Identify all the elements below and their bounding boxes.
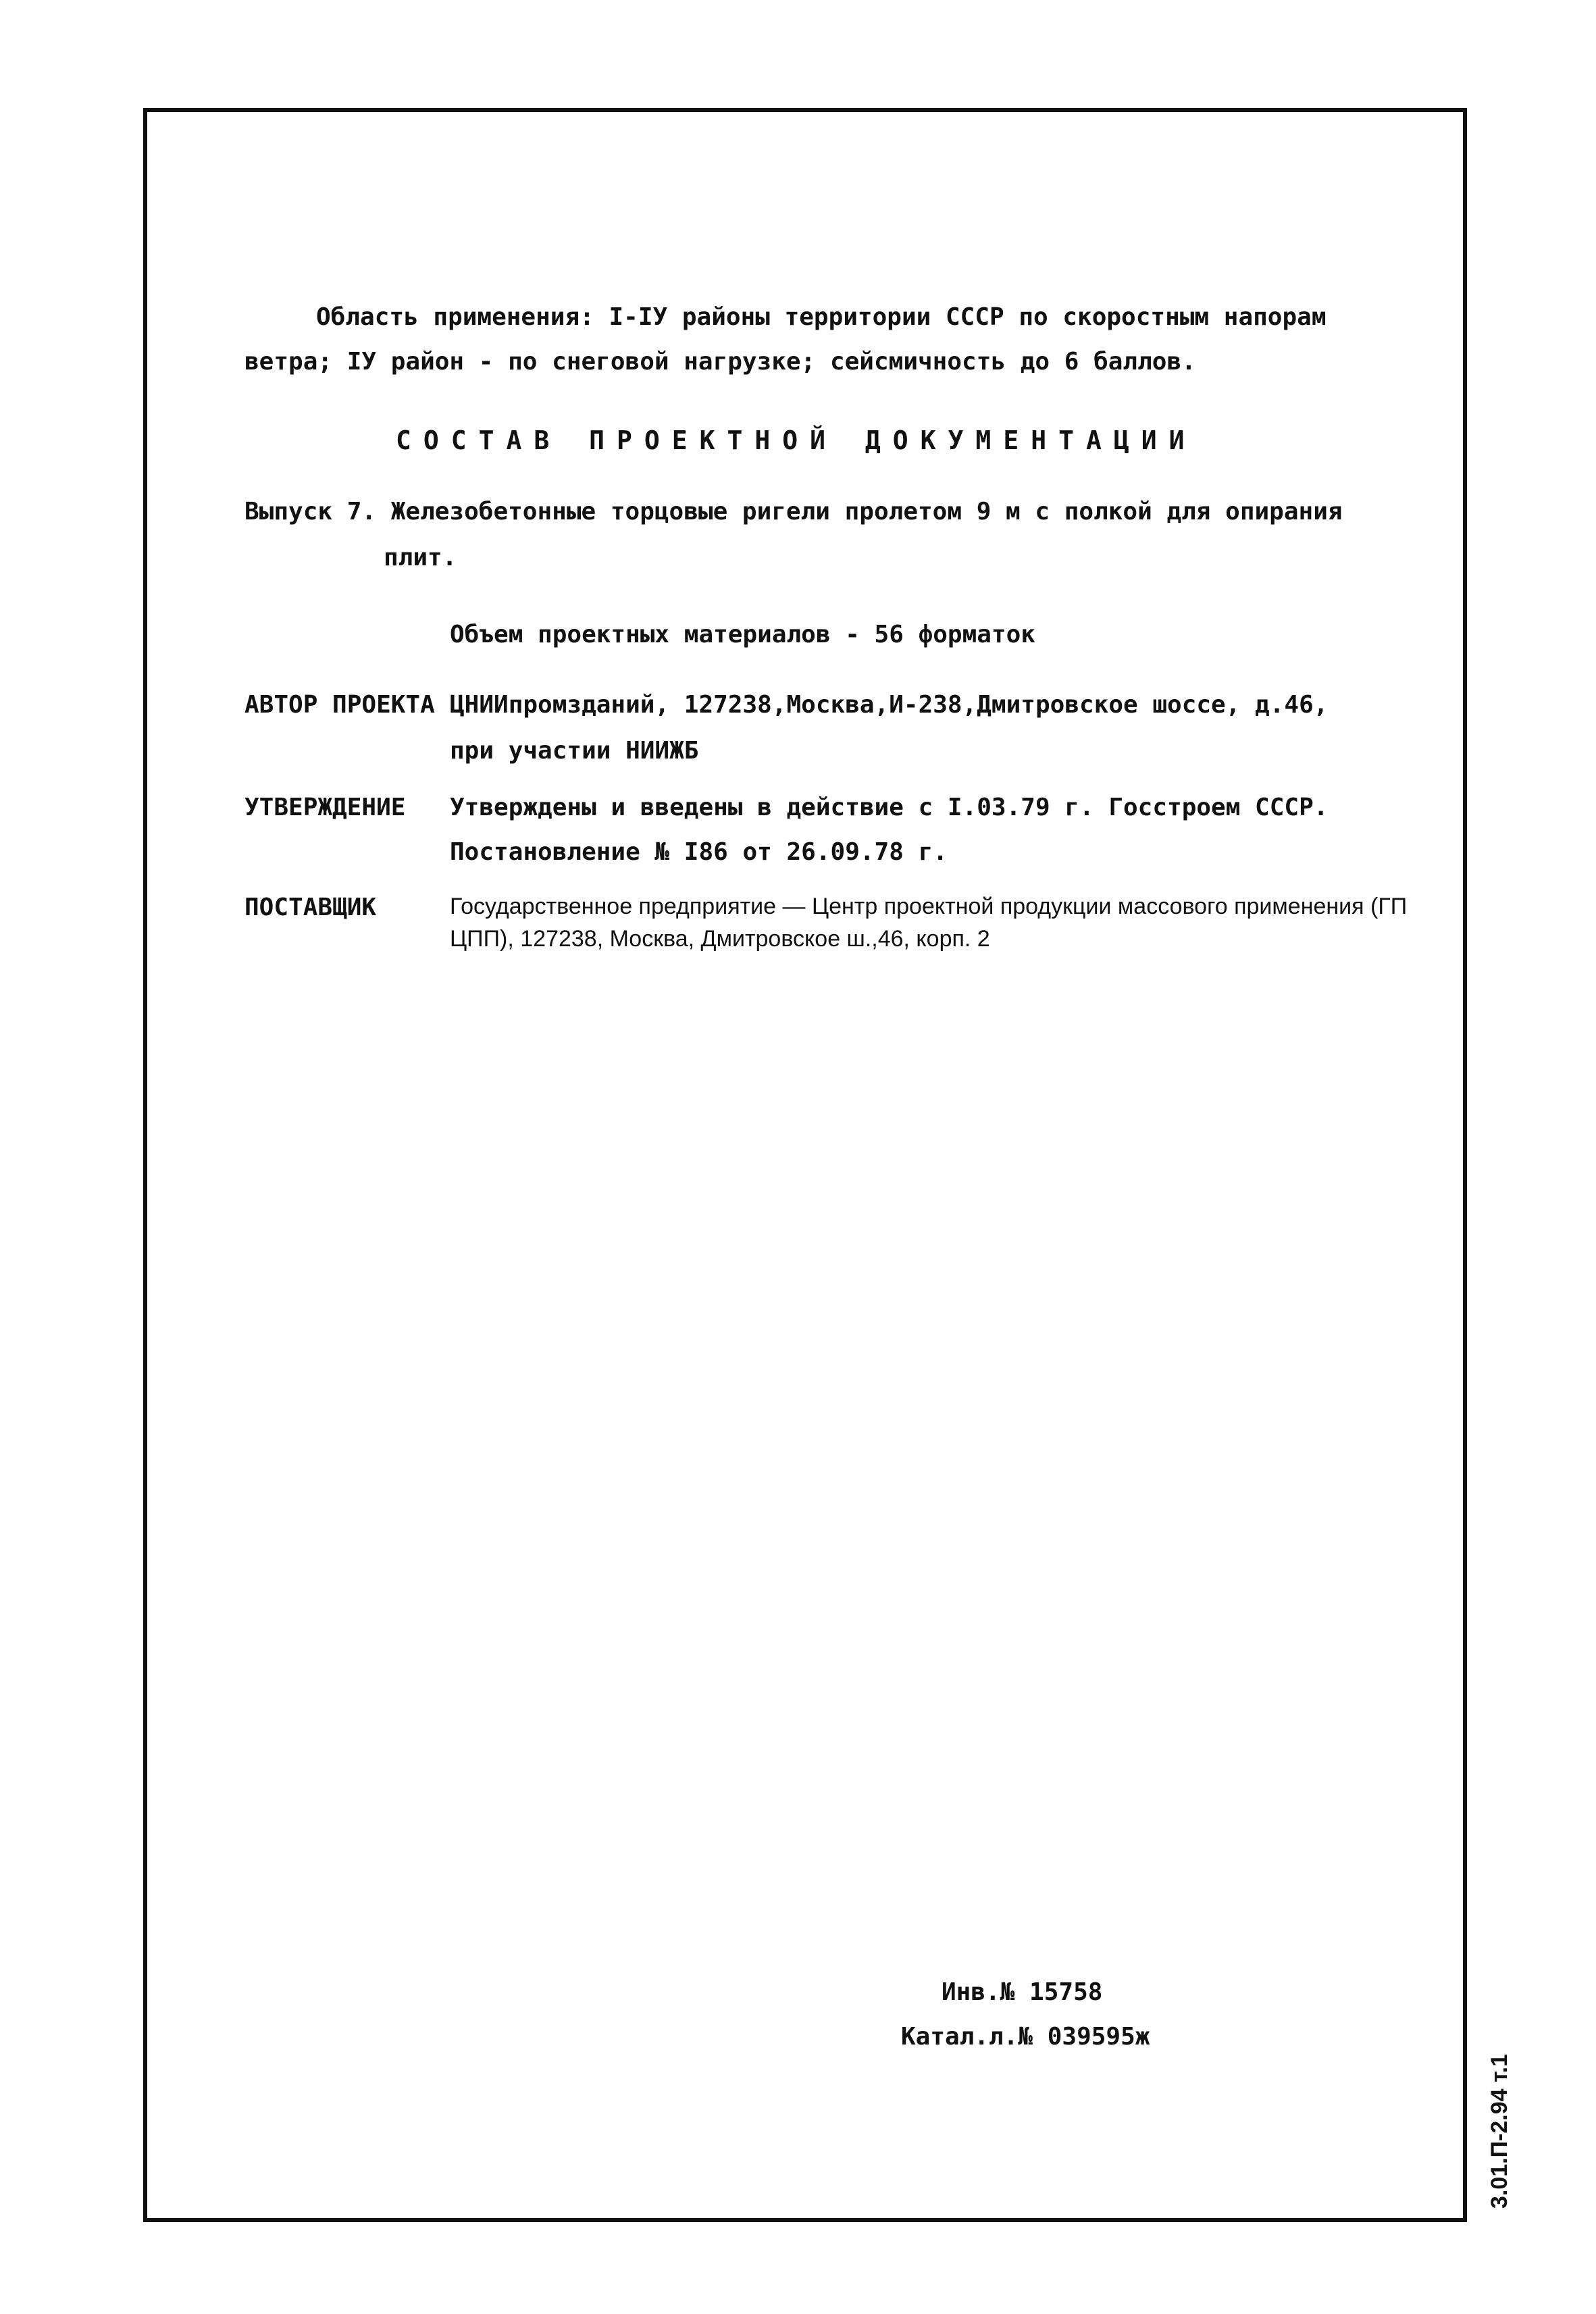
document-heading: СОСТАВ ПРОЕКТНОЙ ДОКУМЕНТАЦИИ [396, 426, 1197, 455]
supplier-text: Государственное предприятие — Центр проектной продукции массового применения (ГП ЦПП), 127238, Москва, Дмитровское ш.,46, корп. 2 [450, 894, 1408, 952]
author-line-2: при участии НИИЖБ [450, 737, 699, 765]
issue-line-1: Выпуск 7. Железобетонные торцовые ригели пролетом 9 м с полкой для опирания [244, 498, 1343, 525]
volume-text: Объем проектных материалов - 56 форматок [450, 621, 1035, 648]
document-code-vertical: 3.01.П-2.94 т.1 [1487, 2053, 1512, 2209]
scope-line-2: ветра; IУ район - по снеговой нагрузке; сейсмичность до 6 баллов. [244, 348, 1196, 376]
catalog-number: Катал.л.№ 039595ж [901, 2023, 1150, 2051]
author-label: АВТОР ПРОЕКТА [244, 691, 435, 719]
author-line-1: ЦНИИпромзданий, 127238,Москва,И-238,Дмитровское шоссе, д.46, [450, 691, 1329, 719]
inventory-number: Инв.№ 15758 [942, 1978, 1103, 2006]
approval-label: УТВЕРЖДЕНИЕ [244, 794, 406, 821]
approval-line-1: Утверждены и введены в действие с I.03.79 г. Госстроем СССР. [450, 794, 1329, 821]
supplier-label: ПОСТАВЩИК [244, 894, 377, 921]
approval-line-2: Постановление № I86 от 26.09.78 г. [450, 838, 948, 866]
issue-line-2: плит. [384, 544, 457, 571]
scope-line-1: Область применения: I-IУ районы территории СССР по скоростным напорам [316, 303, 1327, 331]
